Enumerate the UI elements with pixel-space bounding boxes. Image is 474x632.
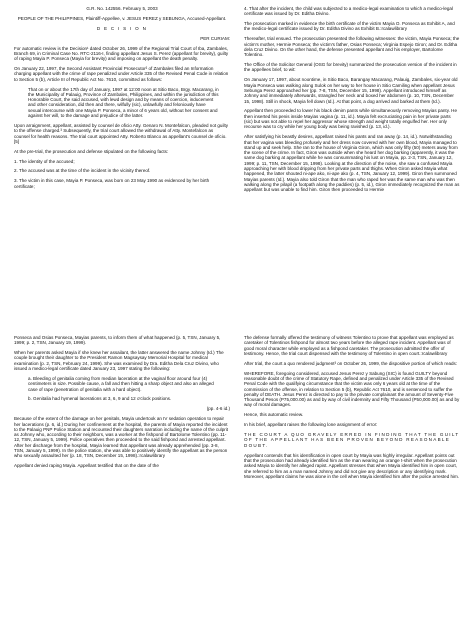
paragraph: On January 17, 1997, about noontime, in Sitio Baco, Barangay Macarang, Palauig, Zambales, six-year old Mayia Ponseca was walking along Sulok on her way to her house in Sitio Camiling when appellant Jesus Sebunga Perez approached her (pp. 7-8, TSN, December 15, 1998). Appellant introduced himself as Johnny and immediately afterwards, strangled her neck and boxed her abdomen (p. 10, TSN, December 15, 1998). Still in shock, Mayia fell down (Id.). At that point, a dog arrived and barked at them (Id.). — [244, 77, 458, 104]
paragraph: Appellant denied raping Mayia. Appellant testified that on the date of the — [14, 463, 159, 469]
assignment-of-error: THE COURT A QUO GRAVELY ERRED IN FINDING THAT THE GUILT OF THE APPELLANT HAS BEEN PROVEN BEYOND REASONABLE DOUBT. — [244, 432, 460, 448]
quoted-information: That on or about the 17th day of January, 1997 at 12:00 noon at Sitio Baco, Brgy. Macarang, in the Municipality of Palauig, Province of Zambales, Philippines, and within the jurisdiction of this Honorable Court, the said accused, with lewd design and by means of coercion, inducement and other consideration, did then and there, wilfully (sic), unlawfully and feloniously have sexual intercourse with one Mayia P. Ponseca, a minor of 6 years old, without her consent and against her will, to the damage and prejudice of the latter. — [28, 86, 219, 119]
paragraph: Because of the extent of the damage on her genitals, Mayia undertook an IV sedation operation to repair her lacerations (p. 6, id.) During her confinement at the hospital, the parents of Mayia reported the incident to the Palauig PNP Police Station and recounted their daughters narration including the name of the culprit as Johnny who, according to their neighbors, was a worker at the fishpond of Bartolome Tolentino (pp. 11-12, TSN, January 5, 1999). Police operatives then proceeded to the said fishpond and arrested appellant. After her discharge from the hospital, Mayia learned that appellant was already apprehended (pp. 3-8, TSN, January 5, 1999). In the police station, she was able to positively identify the appellant as the person who sexually assaulted her (p. 18, TSN, December 15, 1998).:rcalawlibrary — [14, 416, 229, 459]
paragraph: Appellant contends that his identification in open court by Mayia was highly irregular. Appellant points out that the prosecution had already identified him as the man wearing an orange t-shirt when the prosecution asked Mayia to identify her alleged rapist. Appellant stresses that when Mayia identified him in open court, she referred to him as a man named Johnny and did not give any description or any identifying mark. Moreover, appellant claims he was alone in the cell when Mayia identified him after the police arrested him. — [244, 452, 460, 479]
column-4 — [244, 325, 460, 632]
paragraph: For automatic review is the Decision¹ dated October 26, 1999 of the Regional Trial Court of Iba, Zambales, Branch 69, in Criminal Case No. RTC-2116-I, finding appellant Jesus S. Perez (appellant for brevity), guilty of raping Mayia P. Ponseca (Mayia for brevity) and imposing on appellant the death penalty. — [14, 45, 229, 62]
column-3 — [14, 325, 230, 632]
medical-finding: b. Genitalia had hymenal lacerations at 3, 6, 9 and 12 o'clock positions. — [28, 396, 172, 402]
case-caption: G.R. No. 142556. February 5, 2003 — [86, 6, 158, 11]
column-1 — [14, 6, 230, 325]
per-curiam: PER CURIAM: — [200, 35, 230, 41]
paragraph: Hence, this automatic review. — [244, 412, 304, 418]
paragraph: Thereafter, trial ensued. The prosecution presented the following witnesses: the victim, Mayia Ponseca; the victim's mother, Hermie Ponseca; the victim's father, Osias Ponseca; Virginia Espejo Giron; and Dr. Editha dela Cruz Divino. On the other hand, the defense presented appellant and his employer, Bartolome Tolentino. — [244, 36, 460, 58]
paragraph: At the pre-trial, the prosecution and defense stipulated on the following facts: — [14, 148, 169, 154]
paragraph: After satisfying his beastly desires, appellant raised his pants and ran away (p. 14, id.). Notwithstanding that her vagina was bleeding profusely and her dress now covered with her own blood, Mayia managed to stand up and seek help. She ran to the house of Virginia Giron, which was only fifty (50) meters away from the scene of the crime. In fact, Giron was outside when she heard her dog barking (apparently, it was the same dog barking at appellant while he was consummating his lust on Mayia, pp. 2-3, TSN, January 12, 1999; p. 11, TSN, December 15, 1998). Looking at the direction of the noise, she saw a confused Mayia approaching her with blood dripping from her private parts and thighs. When Giron asked Mayia what happened, the latter shouted ni-ape ako, ni-ape ako (p. 4, TSN, January 12, 1999). Giron then summoned Mayias parents (Id.). Mayia also told Giron that the man who raped her was the same man who was then walking along the pilapil (a footpath along the paddies) (p. 5, id.), Giron immediately recognized the man as appellant but was unable to find him. Giron then proceeded to Hermie — [244, 134, 460, 193]
paragraph: On January 22, 1997, the Second Assistant Provincial Prosecutor² of Zambales filed an Information charging appellant with the crime of rape penalized under Article 335 of the Revised Penal Code in relation to Section 5 (b), Article III of Republic Act No. 7610, committed as follows: — [14, 66, 229, 82]
stipulation-item: 3. The victim in this case, Mayia P. Ponseca, was born on 23 May 1990 as evidenced by her birth certificate; — [14, 178, 210, 189]
stipulation-item: 4. That after the incident, the child was subjected to a medico-legal examination to which a medico-legal certificate was issued by Dr. Editha Divino. — [244, 6, 453, 17]
column-2 — [244, 6, 460, 325]
decision-heading: D E C I S I O N — [96, 25, 148, 31]
paragraph: The defense formally offered the testimony of witness Tolentino to prove that appellant was employed as caretaker of Tolentinos fishpond for almost two years before the alleged rape incident. Appellant was of good moral character while employed as a fishpond caretaker. The prosecution admitted the offer of testimony. Hence, the trial court dispensed with the testimony of Tolentino in open court.:rcalawlibrary — [244, 335, 454, 356]
paragraph: The prosecution marked in evidence the birth certificate of the victim Mayia O. Ponseca as Exhibit A, and the medico-legal certificate issued by Dr. Editha Divino as Exhibit B.:rcalawlibrary — [244, 21, 455, 32]
paragraph: The Office of the Solicitor General (OSG for brevity) summarized the prosecution version of the incident in the appellees brief, to wit: — [244, 62, 457, 73]
paragraph: Appellant then proceeded to lower his black denim pants while simultaneously removing Mayias panty. He then inserted his penis inside Mayias vagina (p. 11, id.). Mayia felt excruciating pain in her private parts (sic) but was not able to repel her aggressor whose strength and weight totally engulfed her. Her only recourse was to cry while her young body was being ravished (p. 13, id.). — [244, 108, 457, 130]
dispositive-portion: WHEREFORE, foregoing considered, accused Jesus Perez y Sabung (SIC) is found GUILTY beyond reasonable doubt of the crime of Statutory Rape, defined and penalized under Article 335 of the Revised Penal Code with the qualifying circumstance that the victim was only 6 years old at the time of the commission of the offense, in relation to Section 5 (b), Republic Act 7610, and is sentenced to suffer the penalty of DEATH. Jesus Perez is directed to pay to the private complainant the amount of Seventy-Five Thousand Pesos (P75,000.00) as and by way of civil indemnity and Fifty Thousand (P50,000.00) as and by way of moral damages. — [244, 370, 460, 408]
paragraph: After trial, the court a quo rendered judgment³ on October 26, 1999, the dispositive portion of which reads: — [244, 360, 458, 366]
stipulation-item: 1. The identity of the accused; — [14, 158, 75, 164]
paragraph: Upon arraignment, appellant, assisted by counsel de oficio Atty. Genaro N. Montefalcon, pleaded not guilty to the offense charged.³ Subsequently, the trial court allowed the withdrawal of Atty. Montefalcon as counsel for health reasons. The trial court appointed Atty. Roberto Blanco as appellant's counsel de oficio.[5] — [14, 122, 228, 144]
paragraph: In his brief, appellant raises the following lone assignment of error: — [244, 422, 378, 428]
stipulation-item: 2. The accused was at the time of the incident in the vicinity thereof. — [14, 168, 151, 174]
paragraph: Ponseca and Osias Ponseca, Mayias parents, to inform them of what happened (p. 5, TSN, January 5, 1999; p. 2, TSN, January 19, 1999). — [14, 335, 221, 346]
paragraph: When her parents asked Mayia if she knew her assailant, the latter answered the name Johnny (Id.) The couple brought their daughter to the President Ramon Magsaysay Memorial Hospital for medical examination (p. 2, TSN, February 24, 1999). She was examined by Dra. Editha Dela Cruz Divino, who issued a medico-legal certificate dated January 23, 1997 stating the following: — [14, 350, 224, 372]
citation: (pp. 4-6 id.) — [206, 406, 230, 412]
medical-finding: a. Bleeding of genitalia coming from median laceration at the vaginal floor around four (4) centimeters in size. Possible cause, a fall and then hitting a sharp object and also an alleged case of rape (penetration of genitalia with a hard object). — [28, 375, 214, 392]
case-parties: PEOPLE OF THE PHILIPPINES, Plaintiff-Appellee, v. JESUS PEREZ y SEBUNGA, Accused-Appellant. — [17, 15, 227, 21]
